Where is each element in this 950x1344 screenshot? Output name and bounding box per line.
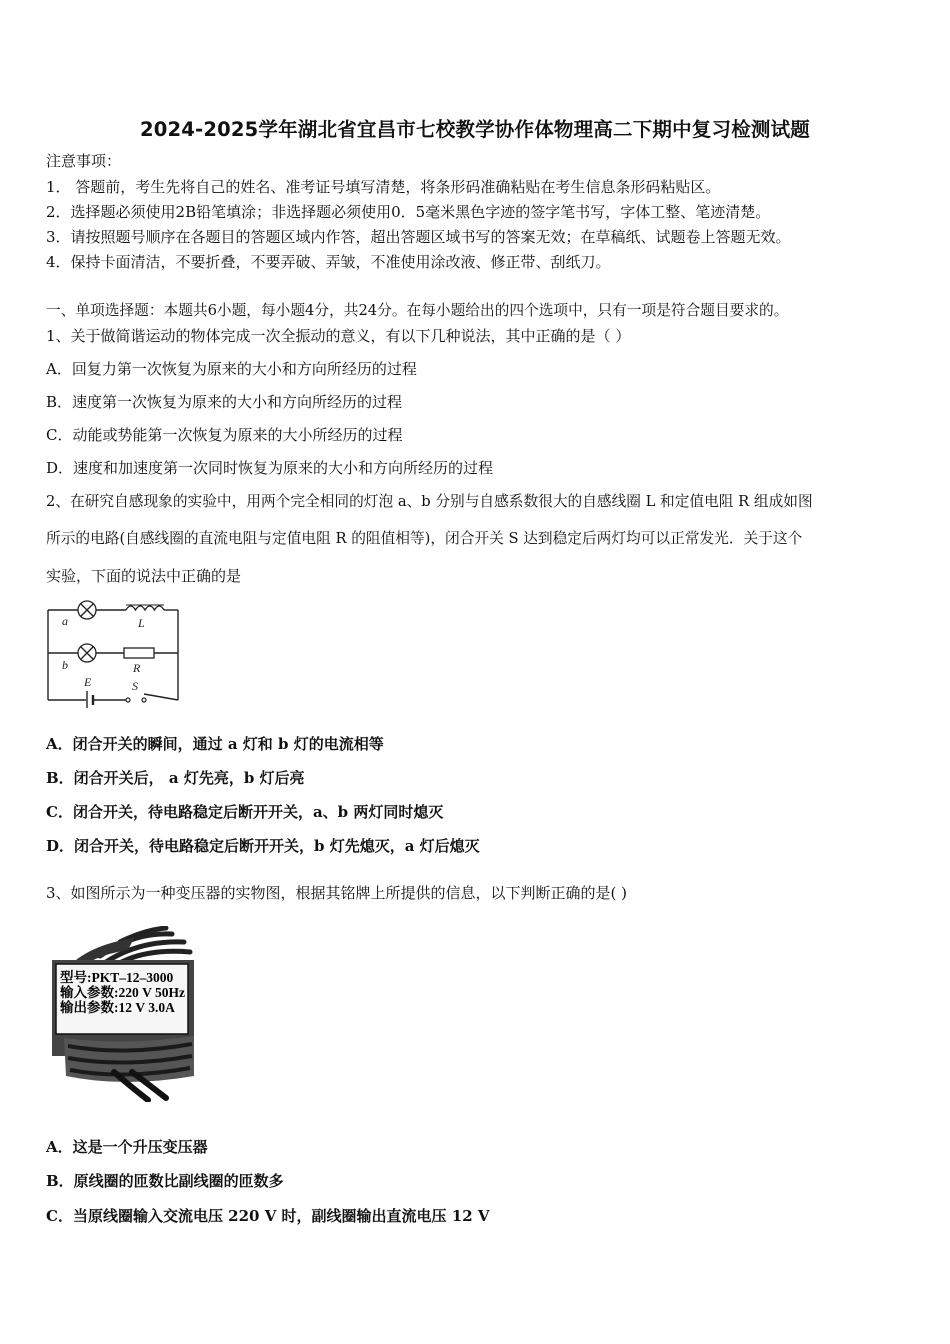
nameplate-model: 型号:PKT–12–3000 [60,970,174,985]
q2-option-b: B．闭合开关后， a 灯先亮，b 灯后亮 [46,769,305,787]
q2-stem-line: 2、在研究自感现象的实验中，用两个完全相同的灯泡 a、b 分别与自感系数很大的自感线圈 L 和定值电阻 R 组成如图 [46,493,813,510]
q2-option-c: C．闭合开关，待电路稳定后断开开关，a、b 两灯同时熄灭 [46,803,444,821]
exam-title: 2024-2025学年湖北省宜昌市七校教学协作体物理高二下期中复习检测试题 [139,118,811,141]
lamp-a-icon [78,601,96,619]
q3-stem: 3、如图所示为一种变压器的实物图，根据其铭牌上所提供的信息，以下判断正确的是( ) [46,884,628,902]
q3-option-b: B．原线圈的匝数比副线圈的匝数多 [46,1172,284,1190]
resistor-icon [124,648,154,658]
q1-option-d: D．速度和加速度第一次同时恢复为原来的大小和方向所经历的过程 [46,459,494,477]
notice-heading: 注意事项： [46,152,122,170]
q2-stem-line: 所示的电路(自感线圈的直流电阻与定值电阻 R 的阻值相等)，闭合开关 S 达到稳定后两灯均可以正常发光．关于这个 [46,530,803,547]
label-L: L [138,616,145,630]
nameplate-output: 输出参数:12 V 3.0A [60,1000,175,1015]
label-E: E [84,675,92,689]
notice-item: 2．选择题必须使用2B铅笔填涂；非选择题必须使用0．5毫米黑色字迹的签字笔书写，字体工整、笔迹清楚。 [46,203,771,221]
label-R: R [133,661,141,675]
q3-option-a: A．这是一个升压变压器 [46,1138,208,1156]
notice-item: 3．请按照题号顺序在各题目的答题区域内作答，超出答题区域书写的答案无效；在草稿纸、试题卷上答题无效。 [46,228,791,246]
notice-item: 1． 答题前，考生先将自己的姓名、准考证号填写清楚，将条形码准确粘贴在考生信息条形码粘贴区。 [46,178,721,196]
label-a: a [62,614,68,628]
q2-stem-line: 实验，下面的说法中正确的是 [46,567,242,585]
nameplate-input: 输入参数:220 V 50Hz [60,985,185,1000]
q1-option-b: B．速度第一次恢复为原来的大小和方向所经历的过程 [46,393,403,411]
transformer-image [44,926,204,1102]
lamp-b-icon [78,644,96,662]
switch-icon [126,698,146,702]
q2-option-d: D．闭合开关，待电路稳定后断开开关，b 灯先熄灭，a 灯后熄灭 [46,837,480,855]
q3-option-c: C．当原线圈输入交流电压 220 V 时，副线圈输出直流电压 12 V [46,1207,490,1225]
circuit-diagram [44,596,184,708]
section-heading: 一、单项选择题：本题共6小题，每小题4分，共24分。在每小题给出的四个选项中，只有一项是符合题目要求的。 [46,302,789,319]
q1-stem: 1、关于做简谐运动的物体完成一次全振动的意义，有以下几种说法，其中正确的是（ ） [46,327,631,345]
q2-option-a: A．闭合开关的瞬间，通过 a 灯和 b 灯的电流相等 [46,735,384,753]
battery-icon [87,691,93,708]
q1-option-c: C．动能或势能第一次恢复为原来的大小所经历的过程 [46,426,403,444]
q1-option-a: A．回复力第一次恢复为原来的大小和方向所经历的过程 [46,360,417,378]
inductor-coil-icon [126,606,164,610]
notice-item: 4．保持卡面清洁，不要折叠，不要弄破、弄皱，不准使用涂改液、修正带、刮纸刀。 [46,253,611,271]
label-b: b [62,658,68,672]
label-S: S [132,679,138,693]
